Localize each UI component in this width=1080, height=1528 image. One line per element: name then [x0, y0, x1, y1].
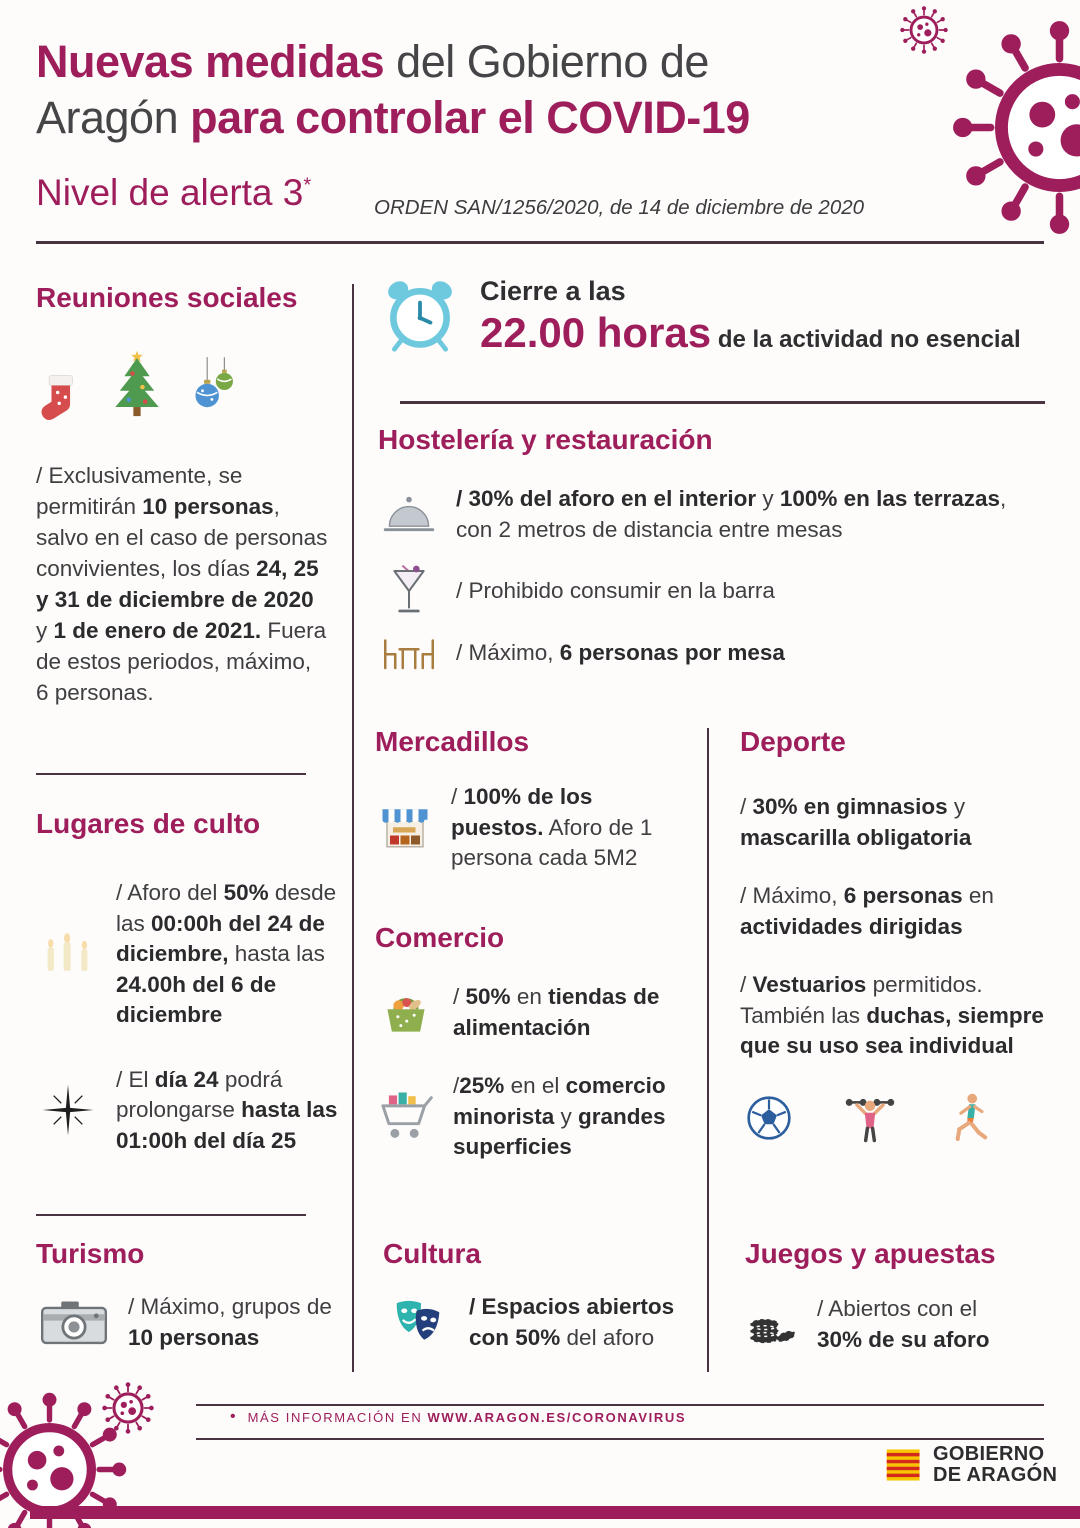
section-title: Turismo [36, 1238, 145, 1269]
vertical-divider-1 [352, 284, 354, 1372]
section-title: Hostelería y restauración [378, 424, 713, 455]
footer-divider-bottom [196, 1438, 1044, 1440]
left-column-divider-1 [36, 773, 306, 775]
mercadillos-item-text: / 100% de los puestos. Aforo de 1 persona cada 5M2 [451, 784, 653, 870]
christmas-tree-icon [108, 342, 166, 434]
culto-item [36, 1065, 338, 1157]
section-cultura [383, 1238, 695, 1353]
section-mercadillos [375, 726, 687, 874]
deporte-item-text: / 30% en gimnasios y mascarilla obligatoria [740, 794, 972, 850]
poker-chips-icon [745, 1302, 801, 1348]
turismo-item [36, 1292, 346, 1353]
alarm-clock-icon [382, 276, 458, 356]
alert-level: Nivel de alerta 3* [36, 172, 312, 213]
deporte-item [740, 792, 1050, 853]
comercio-item [375, 982, 693, 1043]
camera-icon [36, 1298, 112, 1348]
section-deporte [740, 726, 1050, 1146]
aragon-flag-icon [885, 1446, 923, 1484]
title-rest-1: del Gobierno de [384, 36, 709, 87]
footer-info-text [248, 1410, 687, 1425]
section-title: Mercadillos [375, 726, 530, 757]
shopping-cart-icon [375, 1090, 437, 1144]
christmas-icons-row [36, 334, 328, 434]
order-reference: ORDEN SAN/1256/2020, de 14 de diciembre de 2020 [374, 196, 865, 219]
section-title: Lugares de culto [36, 808, 261, 839]
culto-item-text: / El día 24 podrá prolongarse hasta las 01:00h del día 25 [116, 1066, 338, 1153]
left-column-divider-2 [36, 1214, 306, 1216]
hosteleria-item [378, 484, 1046, 545]
page-title [36, 34, 916, 146]
section-turismo [36, 1238, 346, 1353]
footer-divider-top [196, 1404, 1044, 1406]
comercio-item-text: / 50% en tiendas de alimentación [453, 984, 660, 1040]
running-icon [948, 1090, 990, 1146]
culto-item-text: / Aforo del 50% desde las 00:00h del 24 de diciembre, hasta las 24.00h del 6 de diciembre [116, 880, 337, 1027]
section-comercio [375, 922, 693, 1163]
logo-line-1: GOBIERNO [933, 1443, 1045, 1465]
logo-text [933, 1444, 1057, 1486]
hosteleria-item-text: / 30% del aforo en el interior y 100% en las terrazas, con 2 metros de distancia entre mesas [456, 486, 1007, 542]
logo-line-2: DE ARAGÓN [933, 1464, 1058, 1486]
reuniones-body-text: / Exclusivamente, se permitirán 10 personas, salvo en el caso de personas convivientes, los días 24, 25 y 31 de diciembre de 2020 y 1 de enero de 2021. Fuera de estos periodos, máximo, 6 personas. [36, 463, 328, 705]
title-accent-1: Nuevas medidas [36, 36, 385, 87]
gobierno-de-aragon-logo [885, 1444, 1057, 1486]
mercadillos-item [375, 782, 687, 874]
section-reuniones-sociales [36, 282, 328, 708]
closure-time: 22.00 horas [480, 309, 712, 356]
hosteleria-item-text: / Máximo, 6 personas por mesa [456, 639, 785, 665]
section-juegos-y-apuestas [745, 1238, 1047, 1355]
closure-text [480, 276, 1021, 357]
section-title: Juegos y apuestas [745, 1238, 996, 1269]
weightlifting-icon [844, 1090, 896, 1146]
hosteleria-item [378, 561, 1046, 621]
closure-rest: de la actividad no esencial [711, 326, 1021, 353]
deporte-item-text: / Vestuarios permitidos. También las duchas, siempre que su uso sea individual [740, 972, 1044, 1058]
comercio-item [375, 1071, 693, 1163]
soccer-ball-icon [746, 1095, 792, 1141]
juegos-item-text: / Abiertos con el 30% de su aforo [817, 1296, 990, 1352]
bottom-accent-bar [30, 1506, 1080, 1519]
table-and-chairs-icon [378, 633, 440, 673]
section-hosteleria [378, 424, 1046, 673]
turismo-item-text: / Máximo, grupos de 10 personas [128, 1294, 332, 1350]
deporte-item [740, 970, 1050, 1062]
cultura-item [383, 1292, 695, 1353]
food-cloche-icon [378, 492, 440, 538]
footer-info [230, 1409, 686, 1425]
hosteleria-item-text: / Prohibido consumir en la barra [456, 577, 775, 603]
sport-icons-row [746, 1090, 1050, 1146]
section-title: Cultura [383, 1238, 481, 1269]
section-title: Deporte [740, 726, 846, 757]
title-rest-2: Aragón [36, 92, 191, 143]
title-accent-2: para controlar el COVID-19 [190, 92, 750, 143]
closure-notice [382, 276, 1047, 357]
cultura-item-text: / Espacios abiertos con 50% del aforo [469, 1294, 675, 1350]
cocktail-icon [378, 561, 440, 621]
grocery-basket-icon [375, 985, 437, 1041]
header-divider [36, 241, 1044, 244]
hosteleria-item [378, 633, 1046, 673]
culto-item [36, 878, 338, 1031]
deporte-item [740, 881, 1050, 942]
theater-masks-icon [383, 1298, 453, 1348]
footer-info-prefix: MÁS INFORMACIÓN EN [247, 1409, 428, 1425]
comercio-item-text: /25% en el comercio minorista y grandes superficies [453, 1073, 666, 1159]
juegos-item [745, 1294, 1047, 1355]
footer-bullet: • [230, 1408, 236, 1425]
deporte-item-text: / Máximo, 6 personas en actividades dirigidas [740, 883, 994, 939]
virus-icon [952, 20, 1080, 235]
vertical-divider-2 [707, 728, 709, 1372]
candles-icon [36, 931, 100, 977]
sparkle-star-icon [36, 1083, 100, 1137]
section-title: Comercio [375, 922, 505, 953]
christmas-ornaments-icon [190, 346, 240, 434]
closure-intro: Cierre a las [480, 276, 626, 306]
christmas-stocking-icon [36, 368, 84, 434]
market-stall-icon [375, 798, 435, 858]
virus-icon [900, 6, 948, 54]
alert-asterisk: * [303, 174, 312, 197]
section-title: Reuniones sociales [36, 282, 298, 313]
closure-divider [400, 401, 1045, 404]
section-lugares-de-culto [36, 808, 338, 1156]
footer-info-url: WWW.ARAGON.ES/CORONAVIRUS [427, 1409, 687, 1425]
